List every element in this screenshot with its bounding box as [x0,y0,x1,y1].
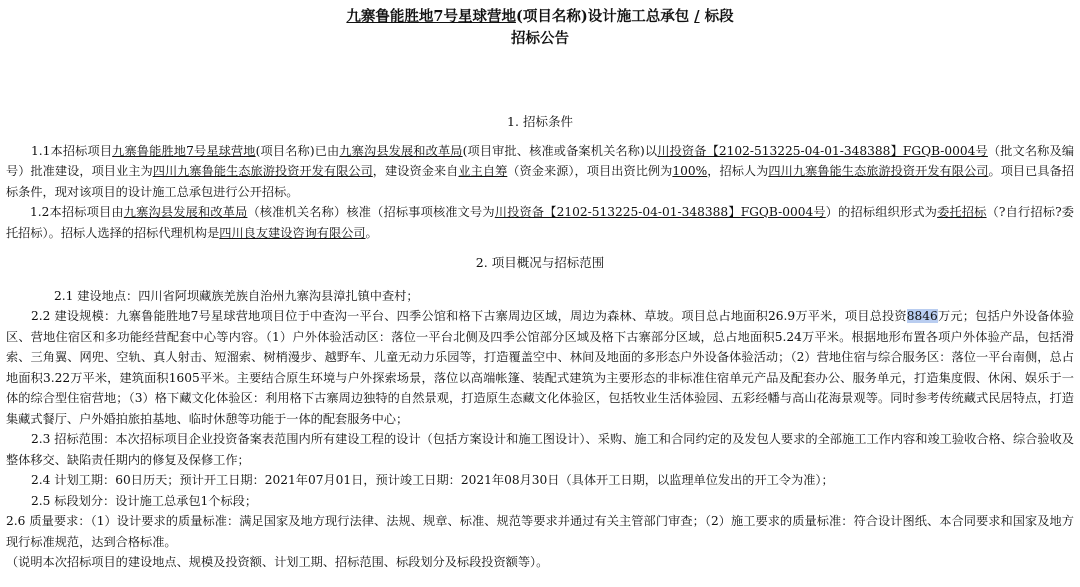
document-subtitle: 招标公告 [511,30,569,47]
p11-text-a: 1.1本招标项目 [31,143,113,158]
title-slash: / [694,8,700,25]
p22-text-a: 2.2 建设规模：九寨鲁能胜地7号星球营地项目位于中查沟一平台、四季公馆和格下古寨周边区域，周边为森林、草坡。项目总占地面积26.9万平米，项目总投资 [31,309,907,323]
title-project-suffix: (项目名称)设计施工总承包 [515,8,690,25]
p12-text-b: （核准机关名称）核准（招标事项核准文号为 [247,205,495,219]
paragraph-2-4: 2.4 计划工期：60日历天；预计开工日期：2021年07月01日，预计竣工日期：2021年08月30日（具体开工日期，以监理单位发出的开工令为准）； [31,473,834,487]
p11-text-g: ，招标人为 [707,164,769,178]
title-project-name: 九寨鲁能胜地7号星球营地 [346,8,516,25]
p11-text-h: 。项目已具备招标条件，现对该项目的设计施工总承包进行公开招标。 [6,164,1075,199]
p12-text-e: 。 [365,225,378,240]
paragraph-1-1 [6,141,1074,203]
p12-text-a: 1.2本招标项目由 [30,205,124,219]
section-1-heading: 1. 招标条件 [507,114,573,129]
document-title [6,6,1074,28]
p11-ratio: 100% [672,164,708,178]
p11-approver: 九寨沟县发展和改革局 [339,143,463,158]
p11-approval-doc: 川投资备【2102-513225-04-01-348388】FGQB-0004号 [657,143,988,158]
p11-owner: 四川九寨鲁能生态旅游投资开发有限公司 [152,164,373,178]
p11-tenderer: 四川九寨鲁能生态旅游投资开发有限公司 [768,164,989,178]
p12-tender-form: 委托招标 [937,205,987,219]
p11-fund-source: 业主自筹 [458,164,508,178]
paragraph-2-6: 2.6 质量要求：（1）设计要求的质量标准：满足国家及地方现行法律、法规、规章、标准、规范等要求并通过有关主管部门审查；（2）施工要求的质量标准：符合设计图纸、本合同要求和国家及地方现行标准规范，达到合格标准。 [6,514,1074,549]
p11-text-b: (项目名称)已由 [255,143,340,158]
p12-agency: 四川良友建设咨询有限公司 [219,225,366,240]
p11-text-c: (项目审批、核准或备案机关名称)以 [462,143,658,158]
paragraph-2-2 [6,306,1074,429]
p12-approval-doc: 川投资备【2102-513225-04-01-348388】FGQB-0004号 [494,205,826,219]
p22-selected-investment[interactable]: 8846 [906,309,938,323]
paragraph-2-7: （说明本次招标项目的建设地点、规模及投资额、计划工期、招标范围、标段划分及标段投资额等）。 [6,555,549,569]
paragraph-2-5: 2.5 标段划分：设计施工总承包1个标段； [31,493,258,508]
p22-text-b: 万元；包括户外设备体验区、营地住宿区和多功能经营配套中心等内容。（1）户外体验活动区：落位一平台北侧及四季公馆部分区域及格下古寨部分区域，总占地面积5.24万平米。根据地形布置各项户外体验产品，包括滑索、三角翼、网兜、空轨、真人射击、短溜索、树梢漫步、越野车、儿童无动力乐园等，打造覆盖空中、林间及地面的多形态户外设备体验活动；（2）营地住宿与综合服务区：落位一平台南侧，总占地面积3.22万平米，建筑面积1605平米。主要结合原生环境与户外探索场景，落位以高端帐篷、装配式建筑为主要形态的非标准住宿单元产品及配套办公、服务单元，打造集度假、休闲、娱乐于一体的综合型住宿营地；（3）格下藏文化体验区：利用格下古寨周边独特的自然景观，打造原生态藏文化体验区，包括牧业生活体验园、五彩经幡与高山花海景观等。同时参考传统藏式民居特点，打造集藏式餐厅、户外婚拍旅拍基地、临时休憩等功能于一体的配套服务中心； [6,309,1074,426]
p12-text-d: （?自行招标?委托招标）。招标人选择的招标代理机构是 [6,205,1074,240]
p12-text-c: ）的招标组织形式为 [825,205,938,219]
title-tail: 标段 [704,8,734,25]
paragraph-2-1: 2.1 建设地点：四川省阿坝藏族羌族自治州九寨沟县漳扎镇中查村； [54,288,419,303]
p11-text-d: （批文名称及编号）批准建设，项目业主为 [6,143,1075,178]
p11-project-name: 九寨鲁能胜地7号星球营地 [112,143,256,158]
p12-approver: 九寨沟县发展和改革局 [123,205,248,219]
p11-text-f: （资金来源），项目出资比例为 [507,164,673,178]
paragraph-2-3: 2.3 招标范围：本次招标项目企业投资备案表范围内所有建设工程的设计（包括方案设计和施工图设计）、采购、施工和合同约定的及发包人要求的全部施工工作内容和竣工验收合格、综合验收及整体移交、缺陷责任期内的修复及保修工作； [6,432,1074,467]
paragraph-1-2 [6,202,1074,243]
p11-text-e: ，建设资金来自 [372,164,459,178]
section-2-heading: 2. 项目概况与招标范围 [475,255,605,270]
